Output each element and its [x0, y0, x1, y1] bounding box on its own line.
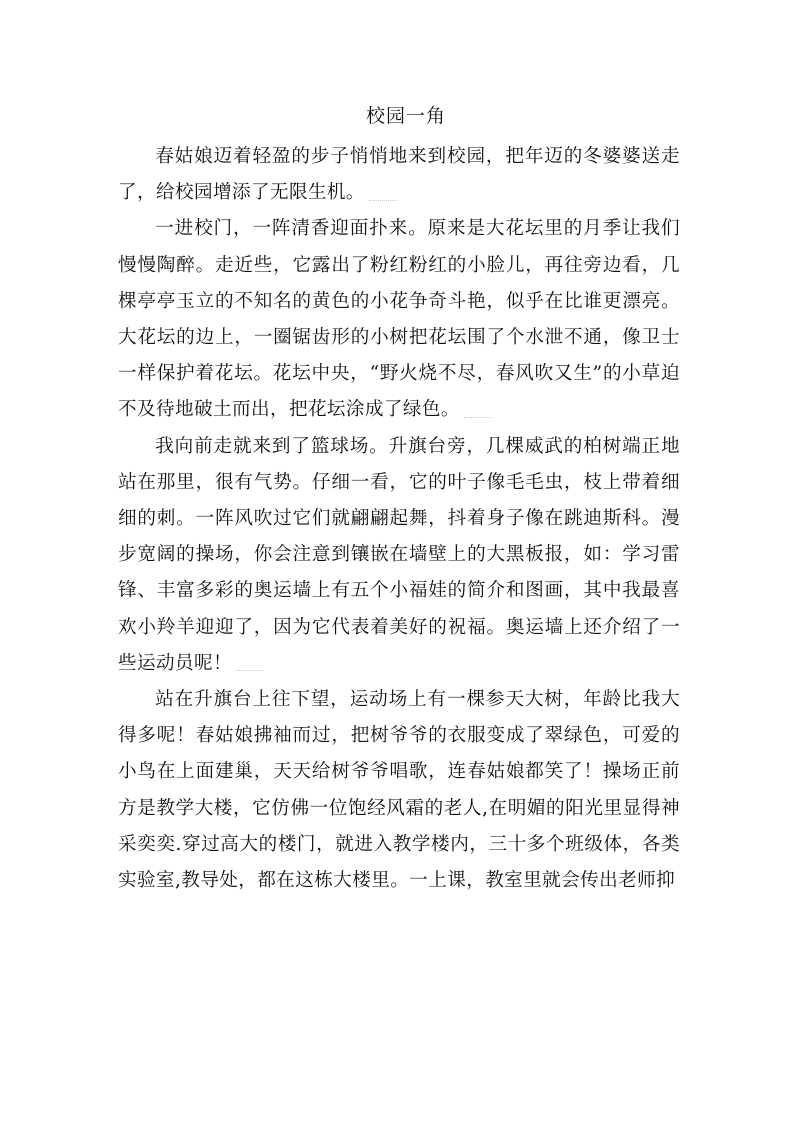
paragraph-2-text: 一进校门，一阵清香迎面扑来。原来是大花坛里的月季让我们慢慢陶醉。走近些，它露出了粉红粉红的小脸儿，再往旁边看，几棵亭亭玉立的不知名的黄色的小花争奇斗艳，似乎在比谁更漂亮。大花坛的边上，一圈锯齿形的小树把花坛围了个水泄不通，像卫士一样保护着花坛。花坛中央，“野火烧不尽，春风吹又生”的小草迫不及待地破土而出，把花坛涂成了绿色。	[118, 218, 680, 421]
paragraph-4	[118, 682, 680, 899]
document-title: 校园一角	[365, 105, 446, 127]
document-body	[118, 139, 680, 899]
dotted-mark	[369, 186, 397, 201]
paragraph-3-text: 我向前走就来到了篮球场。升旗台旁，几棵威武的柏树端正地站在那里，很有气势。仔细一看，它的叶子像毛毛虫，枝上带着细细的刺。一阵风吹过它们就翩翩起舞，抖着身子像在跳迪斯科。漫步宽阔的操场，你会注意到镶嵌在墙壁上的大黑板报，如：学习雷锋、丰富多彩的奥运墙上有五个小福娃的简介和图画，其中我最喜欢小羚羊迎迎了，因为它代表着美好的祝福。奥运墙上还介绍了一些运动员呢！	[118, 435, 680, 674]
paragraph-1	[118, 139, 680, 211]
dotted-mark	[464, 403, 492, 418]
paragraph-3	[118, 429, 680, 682]
paragraph-2	[118, 211, 680, 428]
dotted-mark	[236, 656, 264, 671]
paragraph-4-text: 站在升旗台上往下望，运动场上有一棵参天大树，年龄比我大得多呢！春姑娘拂袖而过，把树爷爷的衣服变成了翠绿色，可爱的小鸟在上面建巢，天天给树爷爷唱歌，连春姑娘都笑了！操场正前方是教学大楼，它仿佛一位饱经风霜的老人,在明媚的阳光里显得神采奕奕.穿过高大的楼门，就进入教学楼内，三十多个班级体，各类实验室,教导处，都在这栋大楼里。一上课，教室里就会传出老师抑	[118, 689, 680, 892]
paragraph-1-text: 春姑娘迈着轻盈的步子悄悄地来到校园，把年迈的冬婆婆送走了，给校园增添了无限生机。	[118, 146, 680, 204]
